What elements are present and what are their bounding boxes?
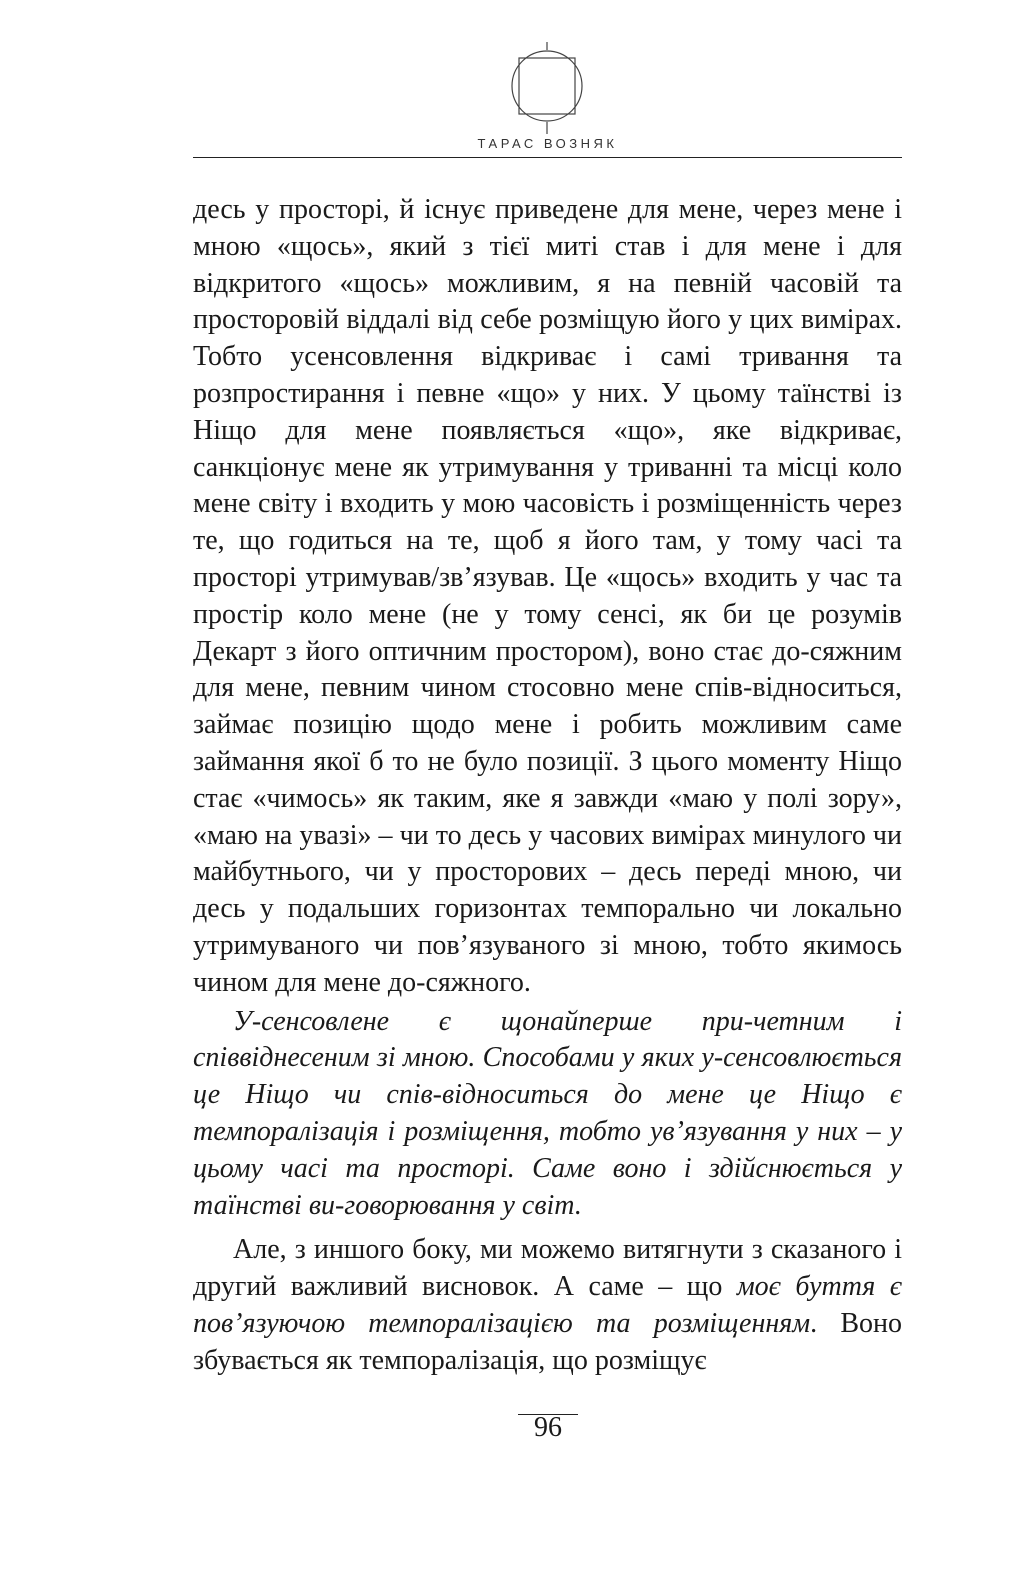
page-number: 96 — [534, 1412, 562, 1443]
main-text — [193, 192, 902, 1380]
paragraph-3-emphasis: моє буття є пов’язуючою темпоралізацією та розміщенням — [193, 1271, 902, 1339]
paragraph-3-text-b: . Воно збувається як темпоралізація, що розміщує — [193, 1307, 902, 1376]
circle-square-emblem-icon — [510, 42, 584, 140]
paragraph-2-italic: У-сенсовлене є щонайперше при-четним і співвіднесеним зі мною. Способами у яких у-сенсовлюється це Ніщо чи спів-відноситься до мене це Ніщо є темпоралізація і розміщення, тобто ув’язування у них – у цьому часі та просторі. Саме воно і здійснюється у таїнстві ви-говорювання у світ. — [193, 1005, 902, 1221]
paragraph-3 — [193, 1232, 902, 1379]
paragraph-1: десь у просторі, й існує приведене для мене, через мене і мною «щось», який з тієї миті став і для мене і для відкритого «щось» можливим, я на певній часовій та просторовій віддалі від себе розміщую його у цих вимірах. Тобто усенсовлення відкриває і самі тривання та розпростирання і певне «що» у них. У цьому таїнстві із Ніщо для мене появляється «що», яке відкриває, санкціонує мене як утримування у триванні та місці коло мене світу і входить у мою часовість і розміщенність через те, що годиться на те, щоб я його там, у тому часі та просторі утримував/зв’язував. Це «щось» входить у час та простір коло мене (не у тому сенсі, як би це розумів Декарт з його оптичним простором), воно стає до-сяжним для мене, певним чином стосовно мене спів-відноситься, займає позицію щодо мене і робить можливим саме займання якої б то не було позиції. З цього моменту Ніщо стає «чимось» як таким, яке я завжди «маю у полі зору», «маю на увазі» – чи то десь у часових вимірах минулого чи майбутнього, чи у просторових – десь переді мною, чи десь у подальших горизонтах темпорально чи локально утримуваного чи пов’язуваного зі мною, тобто якимось чином для мене до-сяжного. — [193, 194, 902, 998]
paragraph-3-text-a: Але, з иншого боку, ми можемо витягнути з сказаного і другий важливий висновок. А саме – що — [193, 1234, 902, 1303]
running-head: ТАРАС ВОЗНЯК — [477, 136, 618, 151]
header-rule — [193, 157, 902, 158]
